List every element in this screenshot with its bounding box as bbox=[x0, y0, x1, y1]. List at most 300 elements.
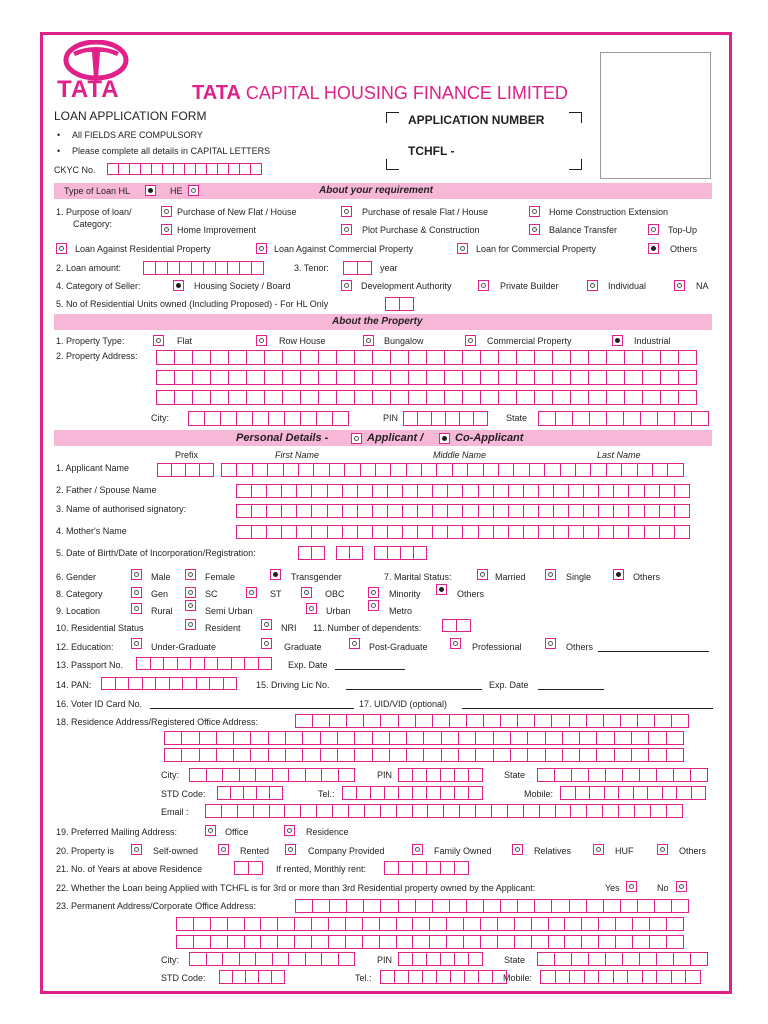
char-box[interactable] bbox=[372, 504, 388, 518]
char-box[interactable] bbox=[417, 504, 433, 518]
char-box[interactable] bbox=[269, 804, 286, 818]
char-box[interactable] bbox=[545, 748, 563, 762]
char-box[interactable] bbox=[357, 504, 373, 518]
char-box[interactable] bbox=[426, 861, 441, 875]
char-box[interactable] bbox=[228, 370, 247, 385]
char-box[interactable] bbox=[298, 463, 314, 477]
char-box[interactable] bbox=[527, 731, 545, 745]
huf-checkbox[interactable] bbox=[593, 844, 604, 855]
char-box[interactable] bbox=[483, 899, 501, 913]
char-box[interactable] bbox=[493, 731, 511, 745]
char-box[interactable] bbox=[385, 297, 400, 311]
opt-lcp-checkbox[interactable] bbox=[457, 243, 468, 254]
char-box[interactable] bbox=[462, 350, 481, 365]
char-box[interactable] bbox=[217, 786, 231, 800]
char-box[interactable] bbox=[223, 677, 238, 690]
char-box[interactable] bbox=[568, 504, 584, 518]
char-box[interactable] bbox=[305, 952, 323, 966]
char-box[interactable] bbox=[193, 917, 211, 931]
char-box[interactable] bbox=[627, 970, 643, 984]
char-box[interactable] bbox=[498, 350, 517, 365]
seller-society-checkbox[interactable] bbox=[173, 280, 184, 291]
char-box[interactable] bbox=[267, 463, 283, 477]
char-box[interactable] bbox=[445, 411, 460, 426]
char-box[interactable] bbox=[569, 970, 585, 984]
char-box[interactable] bbox=[440, 952, 455, 966]
char-box[interactable] bbox=[660, 370, 679, 385]
driving-line[interactable] bbox=[346, 689, 482, 690]
char-box[interactable] bbox=[666, 804, 683, 818]
char-box[interactable] bbox=[396, 804, 413, 818]
char-box[interactable] bbox=[349, 546, 363, 560]
char-box[interactable] bbox=[402, 484, 418, 498]
char-box[interactable] bbox=[615, 917, 633, 931]
char-box[interactable] bbox=[596, 731, 614, 745]
char-box[interactable] bbox=[415, 714, 433, 728]
char-box[interactable] bbox=[624, 390, 643, 405]
married-checkbox[interactable] bbox=[477, 569, 488, 580]
char-box[interactable] bbox=[621, 463, 637, 477]
char-box[interactable] bbox=[538, 525, 554, 539]
char-box[interactable] bbox=[628, 504, 644, 518]
char-box[interactable] bbox=[534, 390, 553, 405]
char-box[interactable] bbox=[575, 463, 591, 477]
char-box[interactable] bbox=[650, 804, 667, 818]
char-box[interactable] bbox=[598, 525, 614, 539]
char-box[interactable] bbox=[375, 463, 391, 477]
char-box[interactable] bbox=[571, 768, 589, 782]
char-box[interactable] bbox=[210, 390, 229, 405]
char-box[interactable] bbox=[412, 861, 427, 875]
char-box[interactable] bbox=[379, 917, 397, 931]
char-box[interactable] bbox=[671, 714, 689, 728]
char-box[interactable] bbox=[537, 952, 555, 966]
char-box[interactable] bbox=[657, 411, 675, 426]
char-box[interactable] bbox=[529, 463, 545, 477]
char-box[interactable] bbox=[268, 748, 286, 762]
char-box[interactable] bbox=[615, 935, 633, 949]
char-box[interactable] bbox=[210, 935, 228, 949]
char-box[interactable] bbox=[590, 463, 606, 477]
char-box[interactable] bbox=[523, 504, 539, 518]
char-box[interactable] bbox=[337, 731, 355, 745]
res-mobile-boxes[interactable] bbox=[560, 786, 705, 800]
char-box[interactable] bbox=[560, 786, 576, 800]
char-box[interactable] bbox=[380, 899, 398, 913]
char-box[interactable] bbox=[296, 504, 312, 518]
res-tel-boxes[interactable] bbox=[342, 786, 482, 800]
char-box[interactable] bbox=[372, 370, 391, 385]
char-box[interactable] bbox=[569, 714, 587, 728]
char-box[interactable] bbox=[222, 768, 240, 782]
char-box[interactable] bbox=[370, 786, 385, 800]
char-box[interactable] bbox=[412, 952, 427, 966]
char-box[interactable] bbox=[372, 484, 388, 498]
char-box[interactable] bbox=[142, 677, 157, 690]
opt-topup-checkbox[interactable] bbox=[648, 224, 659, 235]
char-box[interactable] bbox=[475, 804, 492, 818]
char-box[interactable] bbox=[552, 350, 571, 365]
char-box[interactable] bbox=[527, 748, 545, 762]
char-box[interactable] bbox=[199, 463, 214, 477]
res-email-boxes[interactable] bbox=[205, 804, 682, 818]
char-box[interactable] bbox=[432, 714, 450, 728]
char-box[interactable] bbox=[436, 970, 451, 984]
char-box[interactable] bbox=[642, 350, 661, 365]
char-box[interactable] bbox=[517, 714, 535, 728]
char-box[interactable] bbox=[429, 917, 447, 931]
char-box[interactable] bbox=[544, 463, 560, 477]
char-box[interactable] bbox=[598, 504, 614, 518]
char-box[interactable] bbox=[450, 970, 465, 984]
char-box[interactable] bbox=[660, 350, 679, 365]
male-checkbox[interactable] bbox=[131, 569, 142, 580]
char-box[interactable] bbox=[372, 748, 390, 762]
char-box[interactable] bbox=[216, 748, 234, 762]
char-box[interactable] bbox=[589, 786, 605, 800]
char-box[interactable] bbox=[508, 504, 524, 518]
char-box[interactable] bbox=[252, 463, 268, 477]
char-box[interactable] bbox=[174, 390, 193, 405]
char-box[interactable] bbox=[534, 350, 553, 365]
passport-boxes[interactable] bbox=[136, 657, 271, 670]
char-box[interactable] bbox=[691, 411, 709, 426]
char-box[interactable] bbox=[463, 917, 481, 931]
char-box[interactable] bbox=[266, 504, 282, 518]
urban-checkbox[interactable] bbox=[306, 603, 317, 614]
post-grad-checkbox[interactable] bbox=[349, 638, 360, 649]
char-box[interactable] bbox=[614, 748, 632, 762]
char-box[interactable] bbox=[295, 714, 313, 728]
char-box[interactable] bbox=[583, 484, 599, 498]
char-box[interactable] bbox=[444, 370, 463, 385]
char-box[interactable] bbox=[219, 970, 233, 984]
char-box[interactable] bbox=[480, 350, 499, 365]
char-box[interactable] bbox=[387, 546, 401, 560]
char-box[interactable] bbox=[281, 504, 297, 518]
char-box[interactable] bbox=[690, 768, 708, 782]
char-box[interactable] bbox=[206, 768, 224, 782]
char-box[interactable] bbox=[604, 786, 620, 800]
char-box[interactable] bbox=[252, 411, 269, 426]
char-box[interactable] bbox=[447, 525, 463, 539]
char-box[interactable] bbox=[497, 935, 515, 949]
professional-checkbox[interactable] bbox=[450, 638, 461, 649]
char-box[interactable] bbox=[498, 370, 517, 385]
char-box[interactable] bbox=[221, 804, 238, 818]
char-box[interactable] bbox=[390, 370, 409, 385]
char-box[interactable] bbox=[380, 714, 398, 728]
char-box[interactable] bbox=[478, 970, 493, 984]
char-box[interactable] bbox=[623, 411, 641, 426]
char-box[interactable] bbox=[402, 525, 418, 539]
char-box[interactable] bbox=[250, 731, 268, 745]
sc-checkbox[interactable] bbox=[185, 587, 196, 598]
char-box[interactable] bbox=[572, 411, 590, 426]
char-box[interactable] bbox=[412, 917, 430, 931]
char-box[interactable] bbox=[264, 370, 283, 385]
char-box[interactable] bbox=[531, 935, 549, 949]
char-box[interactable] bbox=[227, 917, 245, 931]
char-box[interactable] bbox=[426, 786, 441, 800]
char-box[interactable] bbox=[354, 390, 373, 405]
char-box[interactable] bbox=[284, 411, 301, 426]
char-box[interactable] bbox=[642, 390, 661, 405]
seller-na-checkbox[interactable] bbox=[674, 280, 685, 291]
char-box[interactable] bbox=[417, 484, 433, 498]
char-box[interactable] bbox=[618, 804, 635, 818]
char-box[interactable] bbox=[332, 411, 349, 426]
res-city-boxes[interactable] bbox=[189, 768, 354, 782]
char-box[interactable] bbox=[336, 546, 350, 560]
char-box[interactable] bbox=[300, 411, 317, 426]
char-box[interactable] bbox=[458, 731, 476, 745]
char-box[interactable] bbox=[264, 350, 283, 365]
char-box[interactable] bbox=[199, 748, 217, 762]
perm-address-row-1[interactable] bbox=[295, 899, 688, 913]
char-box[interactable] bbox=[222, 952, 240, 966]
char-box[interactable] bbox=[674, 411, 692, 426]
char-box[interactable] bbox=[285, 731, 303, 745]
char-box[interactable] bbox=[644, 504, 660, 518]
char-box[interactable] bbox=[584, 970, 600, 984]
seller-indiv-checkbox[interactable] bbox=[587, 280, 598, 291]
char-box[interactable] bbox=[236, 411, 253, 426]
char-box[interactable] bbox=[384, 861, 399, 875]
char-box[interactable] bbox=[538, 504, 554, 518]
char-box[interactable] bbox=[493, 504, 509, 518]
char-box[interactable] bbox=[364, 804, 381, 818]
res-address-row-1[interactable] bbox=[295, 714, 688, 728]
tenor-boxes[interactable] bbox=[343, 261, 371, 275]
char-box[interactable] bbox=[613, 525, 629, 539]
char-box[interactable] bbox=[101, 677, 116, 690]
char-box[interactable] bbox=[555, 411, 573, 426]
char-box[interactable] bbox=[336, 350, 355, 365]
single-checkbox[interactable] bbox=[545, 569, 556, 580]
char-box[interactable] bbox=[606, 370, 625, 385]
char-box[interactable] bbox=[553, 525, 569, 539]
char-box[interactable] bbox=[649, 935, 667, 949]
char-box[interactable] bbox=[508, 484, 524, 498]
char-box[interactable] bbox=[164, 748, 182, 762]
char-box[interactable] bbox=[588, 370, 607, 385]
char-box[interactable] bbox=[337, 748, 355, 762]
char-box[interactable] bbox=[642, 370, 661, 385]
char-box[interactable] bbox=[316, 411, 333, 426]
ckyc-boxes[interactable] bbox=[107, 163, 261, 175]
char-box[interactable] bbox=[288, 768, 306, 782]
char-box[interactable] bbox=[398, 768, 413, 782]
char-box[interactable] bbox=[552, 390, 571, 405]
char-box[interactable] bbox=[631, 748, 649, 762]
char-box[interactable] bbox=[384, 786, 399, 800]
char-box[interactable] bbox=[691, 786, 707, 800]
char-box[interactable] bbox=[462, 370, 481, 385]
char-box[interactable] bbox=[406, 748, 424, 762]
char-box[interactable] bbox=[345, 917, 363, 931]
char-box[interactable] bbox=[637, 463, 653, 477]
char-box[interactable] bbox=[666, 917, 684, 931]
char-box[interactable] bbox=[444, 350, 463, 365]
char-box[interactable] bbox=[666, 935, 684, 949]
char-box[interactable] bbox=[605, 952, 623, 966]
units-boxes[interactable] bbox=[385, 297, 413, 311]
char-box[interactable] bbox=[236, 484, 252, 498]
char-box[interactable] bbox=[613, 484, 629, 498]
char-box[interactable] bbox=[581, 935, 599, 949]
char-box[interactable] bbox=[446, 917, 464, 931]
char-box[interactable] bbox=[250, 163, 262, 175]
char-box[interactable] bbox=[432, 484, 448, 498]
char-box[interactable] bbox=[671, 899, 689, 913]
res-address-row-3[interactable] bbox=[164, 748, 683, 762]
char-box[interactable] bbox=[338, 768, 356, 782]
char-box[interactable] bbox=[380, 804, 397, 818]
metro-checkbox[interactable] bbox=[368, 600, 379, 611]
char-box[interactable] bbox=[258, 970, 272, 984]
char-box[interactable] bbox=[417, 525, 433, 539]
char-box[interactable] bbox=[193, 935, 211, 949]
char-box[interactable] bbox=[346, 714, 364, 728]
char-box[interactable] bbox=[537, 768, 555, 782]
char-box[interactable] bbox=[311, 504, 327, 518]
char-box[interactable] bbox=[390, 350, 409, 365]
char-box[interactable] bbox=[447, 484, 463, 498]
char-box[interactable] bbox=[440, 861, 455, 875]
char-box[interactable] bbox=[513, 463, 529, 477]
property-address-row-2[interactable] bbox=[156, 370, 696, 385]
char-box[interactable] bbox=[649, 917, 667, 931]
char-box[interactable] bbox=[493, 748, 511, 762]
char-box[interactable] bbox=[302, 731, 320, 745]
char-box[interactable] bbox=[228, 390, 247, 405]
char-box[interactable] bbox=[631, 731, 649, 745]
char-box[interactable] bbox=[321, 952, 339, 966]
char-box[interactable] bbox=[654, 714, 672, 728]
char-box[interactable] bbox=[493, 484, 509, 498]
char-box[interactable] bbox=[294, 935, 312, 949]
char-box[interactable] bbox=[579, 748, 597, 762]
char-box[interactable] bbox=[300, 390, 319, 405]
seller-builder-checkbox[interactable] bbox=[478, 280, 489, 291]
char-box[interactable] bbox=[282, 350, 301, 365]
char-box[interactable] bbox=[586, 899, 604, 913]
perm-std-boxes[interactable] bbox=[219, 970, 284, 984]
char-box[interactable] bbox=[551, 899, 569, 913]
char-box[interactable] bbox=[441, 748, 459, 762]
char-box[interactable] bbox=[507, 804, 524, 818]
char-box[interactable] bbox=[652, 463, 668, 477]
char-box[interactable] bbox=[517, 899, 535, 913]
char-box[interactable] bbox=[245, 970, 259, 984]
char-box[interactable] bbox=[603, 899, 621, 913]
char-box[interactable] bbox=[272, 768, 290, 782]
perm-address-row-2[interactable] bbox=[176, 917, 683, 931]
transgender-checkbox[interactable] bbox=[270, 569, 281, 580]
char-box[interactable] bbox=[644, 484, 660, 498]
char-box[interactable] bbox=[466, 714, 484, 728]
char-box[interactable] bbox=[412, 804, 429, 818]
char-box[interactable] bbox=[555, 970, 571, 984]
char-box[interactable] bbox=[362, 935, 380, 949]
char-box[interactable] bbox=[295, 899, 313, 913]
char-box[interactable] bbox=[354, 731, 372, 745]
char-box[interactable] bbox=[185, 463, 200, 477]
char-box[interactable] bbox=[233, 731, 251, 745]
char-box[interactable] bbox=[408, 970, 423, 984]
char-box[interactable] bbox=[329, 463, 345, 477]
char-box[interactable] bbox=[396, 935, 414, 949]
char-box[interactable] bbox=[620, 899, 638, 913]
char-box[interactable] bbox=[181, 731, 199, 745]
char-box[interactable] bbox=[236, 463, 252, 477]
dependents-boxes[interactable] bbox=[442, 619, 470, 632]
char-box[interactable] bbox=[656, 952, 674, 966]
applicant-name-boxes[interactable] bbox=[221, 463, 683, 477]
char-box[interactable] bbox=[300, 370, 319, 385]
years-boxes[interactable] bbox=[234, 861, 262, 875]
char-box[interactable] bbox=[444, 390, 463, 405]
char-box[interactable] bbox=[583, 504, 599, 518]
char-box[interactable] bbox=[413, 546, 427, 560]
char-box[interactable] bbox=[606, 390, 625, 405]
category-others-checkbox[interactable] bbox=[436, 584, 447, 595]
char-box[interactable] bbox=[328, 917, 346, 931]
char-box[interactable] bbox=[632, 935, 650, 949]
char-box[interactable] bbox=[454, 952, 469, 966]
char-box[interactable] bbox=[398, 861, 413, 875]
nri-checkbox[interactable] bbox=[261, 619, 272, 630]
char-box[interactable] bbox=[656, 768, 674, 782]
char-box[interactable] bbox=[255, 952, 273, 966]
char-box[interactable] bbox=[253, 804, 270, 818]
char-box[interactable] bbox=[379, 935, 397, 949]
char-box[interactable] bbox=[613, 504, 629, 518]
char-box[interactable] bbox=[674, 525, 690, 539]
char-box[interactable] bbox=[498, 390, 517, 405]
char-box[interactable] bbox=[498, 463, 514, 477]
char-box[interactable] bbox=[666, 748, 684, 762]
opt-plot-checkbox[interactable] bbox=[341, 224, 352, 235]
char-box[interactable] bbox=[497, 917, 515, 931]
char-box[interactable] bbox=[628, 525, 644, 539]
char-box[interactable] bbox=[233, 748, 251, 762]
char-box[interactable] bbox=[228, 350, 247, 365]
char-box[interactable] bbox=[523, 525, 539, 539]
char-box[interactable] bbox=[227, 935, 245, 949]
char-box[interactable] bbox=[387, 504, 403, 518]
char-box[interactable] bbox=[272, 952, 290, 966]
char-box[interactable] bbox=[606, 350, 625, 365]
char-box[interactable] bbox=[468, 768, 483, 782]
char-box[interactable] bbox=[357, 484, 373, 498]
char-box[interactable] bbox=[523, 484, 539, 498]
char-box[interactable] bbox=[480, 935, 498, 949]
char-box[interactable] bbox=[329, 714, 347, 728]
char-box[interactable] bbox=[236, 525, 252, 539]
char-box[interactable] bbox=[343, 261, 358, 275]
char-box[interactable] bbox=[676, 786, 692, 800]
char-box[interactable] bbox=[348, 804, 365, 818]
char-box[interactable] bbox=[239, 952, 257, 966]
char-box[interactable] bbox=[408, 370, 427, 385]
q22-yes-checkbox[interactable] bbox=[626, 881, 637, 892]
char-box[interactable] bbox=[622, 768, 640, 782]
semi-urban-checkbox[interactable] bbox=[185, 600, 196, 611]
char-box[interactable] bbox=[210, 350, 229, 365]
char-box[interactable] bbox=[176, 935, 194, 949]
